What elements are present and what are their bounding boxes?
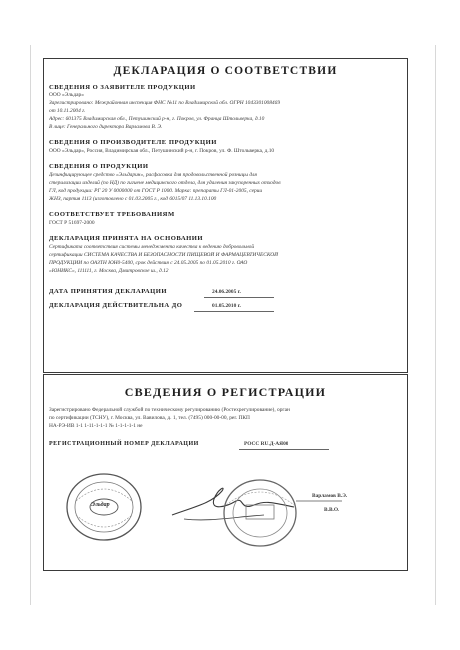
declaration-box [43,58,408,373]
applicant-line: В лице: Генерального директора Варламова В. Э. [49,124,163,130]
product-line: стерилизации изделий (по НД) по гигиене медицинского отдела, для удаления закупоренных отходов [49,180,281,186]
valid-until-underline [194,311,274,312]
product-line: ЖНЗ, партия 1113 (изготовлено с 01.03.2005 г., код 6015/07 11.13.10.100 [49,196,217,202]
basis-line: ПРОДУКЦИИ по ОАЗТН ЮН0-5400, срок действия с 24.05.2005 по 01.05.2010 г. ОАО [49,260,248,266]
registration-box [43,374,408,571]
basis-line: сертификации СИСТЕМА КАЧЕСТВА И БЕЗОПАСНОСТИ ПИЩЕВОЙ И ФАРМАЦЕВТИЧЕСКОЙ [49,252,278,258]
valid-until-value: 01.05.2010 г. [212,303,241,309]
registration-title: СВЕДЕНИЯ О РЕГИСТРАЦИИ [124,385,327,399]
valid-until-label: ДЕКЛАРАЦИЯ ДЕЙСТВИТЕЛЬНА ДО [49,302,183,309]
declaration-title: ДЕКЛАРАЦИЯ О СООТВЕТСТВИИ [113,65,338,77]
basis-line: «ЮНИКС», 111111, г. Москва, Дмитровское ш., д.12 [49,268,169,274]
accepted-date-underline [204,297,274,298]
accepted-date-label: ДАТА ПРИНЯТИЯ ДЕКЛАРАЦИИ [49,288,168,295]
reg-number-underline [239,449,329,450]
applicant-line: Адрес: 601375 Владимирская обл., Петушинский р-н, г. Покров, ул. Франца Штольверка, д.10 [49,116,265,122]
applicant-line: ООО «Эльдар» [49,92,84,98]
requirements-line: ГОСТ Р 51697-2000 [49,220,95,226]
basis-line: Сертификата соответствия системы менеджмента качества к ведению добровольной [49,244,255,250]
product-line: Дезинфицирующее средство «Эльдарин», расфасовка для продовольственной розницы для [49,172,257,178]
accepted-date-value: 24.06.2005 г. [212,289,241,295]
applicant-heading: СВЕДЕНИЯ О ЗАЯВИТЕЛЕ ПРОДУКЦИИ [49,84,196,91]
signer-name: Варламов В.Э. [312,493,348,499]
manufacturer-heading: СВЕДЕНИЯ О ПРОИЗВОДИТЕЛЕ ПРОДУКЦИИ [49,139,217,146]
applicant-line: от 10.11.2004 г. [49,108,86,114]
applicant-line: Зарегистрировано: Межрайонная инспекция ФНС №11 по Владимирской обл. ОГРН 1043301008469 [49,100,281,106]
registration-line: по сертификации (ТСНУ), г. Москва, ул. Вавилова, д. 1, тел. (7495) 000-00-00, per. ПКП [49,415,250,421]
signer-subtitle: В.В.О. [324,507,340,513]
manufacturer-line: ООО «Эльдар», Россия, Владимирская обл., Петушинский р-н, г. Покров, ул. Ф. Штольверка, д.10 [49,148,275,154]
product-heading: СВЕДЕНИЯ О ПРОДУКЦИИ [49,163,149,170]
registration-line: Зарегистрировано Федеральной службой по техническому регулированию (Ростехрегулирование), орган [49,407,290,413]
registration-line: НА-РЭ-ИВ 1-1 1-11-1-1-1 № 1-1-1-1-1 не [49,423,143,429]
basis-heading: ДЕКЛАРАЦИЯ ПРИНЯТА НА ОСНОВАНИИ [49,235,204,242]
stamp-text: Эльдар [91,502,110,508]
product-line: ГЛ, код продукции: РГ 20 У 0000000 от ГОСТ Р 1000. Марка: препараты ГЛ-01-2005, серии [49,188,263,194]
applicant-stamp [64,467,144,547]
reg-number-label: РЕГИСТРАЦИОННЫЙ НОМЕР ДЕКЛАРАЦИИ [49,441,199,447]
requirements-heading: СООТВЕТСТВУЕТ ТРЕБОВАНИЯМ [49,211,175,218]
reg-number-value: РОСС RU.Д-АЯ00 [244,441,289,447]
signature-area [164,467,364,557]
